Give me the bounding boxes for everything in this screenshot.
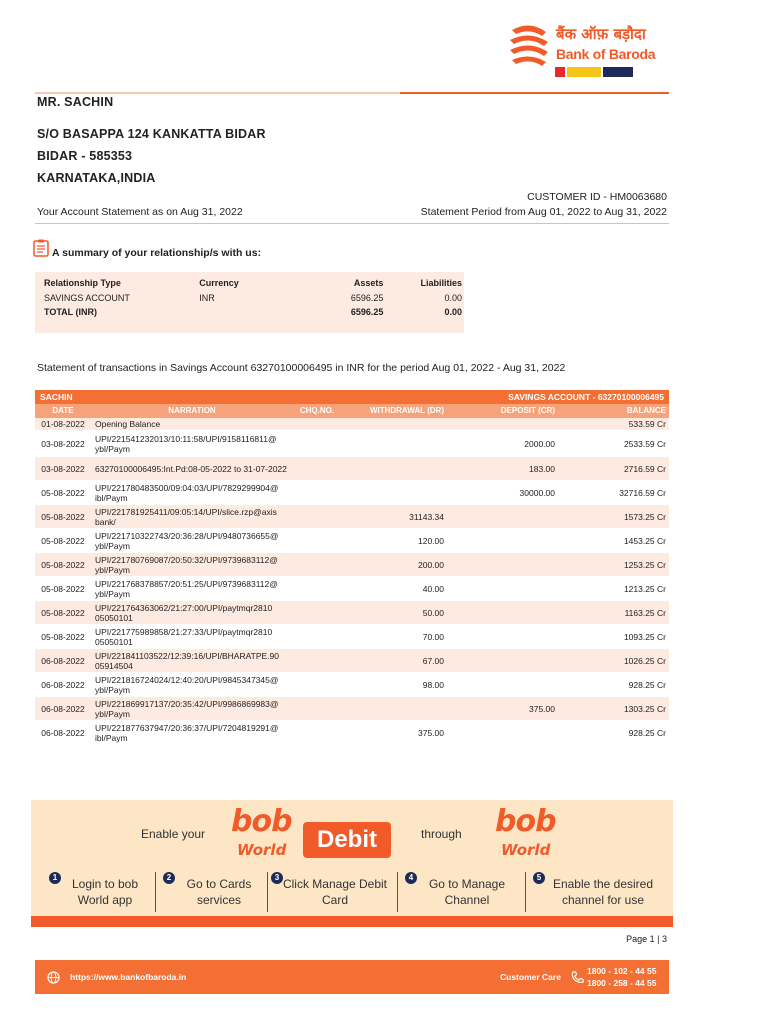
summary-row	[35, 291, 464, 306]
cell-withdrawal: 50.00	[422, 607, 444, 618]
cell-balance: 1163.25 Cr	[624, 607, 666, 618]
cell-balance: 1213.25 Cr	[623, 583, 666, 594]
step-number: 4	[405, 872, 417, 884]
summary-total-row	[35, 305, 464, 320]
cell-narration: UPI/221869917137/20:35:42/UPI/9986869983@ ybl/Paym	[95, 698, 279, 719]
customer-care-label: Customer Care	[500, 972, 561, 982]
cell-withdrawal: 31143.34	[409, 511, 444, 522]
step-text: Login to bob World app	[71, 877, 139, 907]
step-text: Enable the desired channel for use	[552, 877, 654, 907]
table-row	[35, 481, 669, 505]
cell-balance: 1453.25 Cr	[623, 535, 666, 546]
table-row	[35, 457, 669, 481]
column-header-date: DATE	[52, 406, 74, 415]
table-row	[35, 505, 669, 529]
cell-balance: 928.25 Cr	[628, 727, 666, 738]
summary-header-row	[35, 276, 464, 291]
banner-debit-badge: Debit	[303, 822, 391, 858]
cell-narration: UPI/221780769087/20:50:32/UPI/9739683112@ ybl/Paym	[95, 554, 278, 575]
account-holder: SACHIN	[40, 392, 73, 402]
banner-bob-logo-2: bob	[495, 804, 556, 839]
table-row	[35, 553, 669, 577]
cell-withdrawal: 120.00	[418, 535, 444, 546]
transactions-table	[35, 390, 669, 745]
step-number: 5	[533, 872, 545, 884]
summary-cell: 0.00	[444, 307, 462, 318]
relationship-summary-table	[35, 272, 464, 333]
column-header-chq: CHQ.NO.	[299, 406, 335, 415]
address-line-3: KARNATAKA,INDIA	[37, 171, 156, 185]
cell-date: 05-08-2022	[41, 487, 85, 498]
banner-step-5	[536, 873, 665, 908]
phone-icon	[570, 970, 585, 985]
step-text: Go to Manage Channel	[428, 877, 506, 907]
cell-withdrawal: 67.00	[422, 655, 444, 666]
cell-date: 06-08-2022	[41, 703, 85, 714]
customer-id: CUSTOMER ID - HM0063680	[527, 191, 667, 203]
summary-cell: TOTAL (INR)	[44, 307, 97, 318]
cell-narration: UPI/221780483500/09:04:03/UPI/7829299904@ ibl/Paym	[95, 482, 279, 503]
bob-logo-icon	[508, 22, 552, 68]
transactions-title-bar	[35, 390, 669, 404]
cell-narration: UPI/221541232013/10:11:58/UPI/9158116811@ ybl/Paym	[95, 433, 277, 454]
banner-through-text: through	[421, 827, 462, 841]
cell-narration: UPI/221781925411/09:05:14/UPI/slice.rzp@axis bank/	[95, 506, 277, 527]
summary-cell: 0.00	[444, 292, 462, 303]
cell-balance: 2716.59 Cr	[623, 463, 666, 474]
table-row	[35, 697, 669, 721]
address-line-2: BIDAR - 585353	[37, 149, 133, 163]
cell-date: 06-08-2022	[41, 679, 85, 690]
cell-deposit: 183.00	[529, 463, 555, 474]
cell-withdrawal: 98.00	[422, 679, 444, 690]
cell-withdrawal: 40.00	[422, 583, 444, 594]
cell-date: 03-08-2022	[41, 463, 85, 474]
cell-date: 01-08-2022	[41, 419, 85, 429]
cell-narration: 63270100006495:Int.Pd:08-05-2022 to 31-07-2022	[95, 463, 287, 474]
statement-period: Statement Period from Aug 01, 2022 to Aug 31, 2022	[420, 206, 667, 218]
table-row	[35, 673, 669, 697]
summary-header-cell: Liabilities	[420, 278, 462, 289]
summary-cell: INR	[199, 292, 215, 303]
customer-name: MR. SACHIN	[37, 95, 114, 109]
column-header-withdrawal: WITHDRAWAL (DR)	[369, 406, 444, 415]
cell-balance: 1253.25 Cr	[623, 559, 666, 570]
banner-world-text: World	[237, 841, 287, 859]
cell-narration: UPI/221710322743/20:36:28/UPI/9480736655@ ybl/Paym	[95, 530, 279, 551]
summary-title: A summary of your relationship/s with us:	[52, 247, 262, 259]
cell-deposit: 2000.00	[524, 438, 555, 449]
footer-bar	[35, 960, 669, 994]
cell-narration: UPI/221816724024/12:40:20/UPI/9845347345@ ybl/Paym	[95, 674, 279, 695]
step-text: Click Manage Debit Card	[282, 877, 388, 907]
step-separator	[267, 872, 268, 912]
cell-withdrawal: 375.00	[418, 727, 444, 738]
banner-step-1	[52, 873, 153, 908]
column-header-narration: NARRATION	[168, 406, 216, 415]
cell-balance: 1303.25 Cr	[623, 703, 666, 714]
website-link[interactable]: https://www.bankofbaroda.in	[70, 972, 187, 982]
account-label: SAVINGS ACCOUNT - 63270100006495	[508, 392, 664, 402]
banner-world-text-2: World	[501, 841, 551, 859]
cell-narration: UPI/221764363062/21:27:00/UPI/paytmqr2810 05050101	[95, 602, 273, 623]
banner-step-4	[408, 873, 521, 908]
cell-date: 05-08-2022	[41, 607, 85, 618]
cell-date: 03-08-2022	[41, 438, 85, 449]
banner-bottom-strip	[31, 916, 673, 927]
step-separator	[525, 872, 526, 912]
cell-deposit: 30000.00	[519, 487, 555, 498]
section-divider	[35, 223, 669, 224]
bank-logo	[508, 22, 668, 82]
cell-balance: 1093.25 Cr	[623, 631, 666, 642]
banner-step-3	[274, 873, 391, 908]
cell-narration: UPI/221768378857/20:51:25/UPI/9739683112@ ybl/Paym	[95, 578, 278, 599]
step-separator	[397, 872, 398, 912]
column-header-deposit: DEPOSIT (CR)	[500, 406, 555, 415]
logo-brand-strip	[555, 67, 645, 77]
cell-balance: 928.25 Cr	[628, 679, 666, 690]
step-number: 3	[271, 872, 283, 884]
cell-withdrawal: 200.00	[418, 559, 444, 570]
summary-cell: 6596.25	[350, 292, 384, 303]
customer-care-number-2[interactable]: 1800 - 258 - 44 55	[587, 978, 657, 988]
bank-name-english: Bank of Baroda	[556, 46, 656, 62]
bob-world-debit-banner	[31, 800, 673, 927]
table-row	[35, 625, 669, 649]
cell-deposit: 375.00	[529, 703, 555, 714]
cell-withdrawal: 70.00	[422, 631, 444, 642]
cell-date: 05-08-2022	[41, 631, 85, 642]
summary-header-cell: Currency	[199, 278, 239, 289]
cell-date: 06-08-2022	[41, 655, 85, 666]
cell-narration: UPI/221877637947/20:36:37/UPI/7204819291@ ibl/Paym	[95, 722, 279, 743]
summary-cell	[197, 305, 283, 320]
table-row	[35, 529, 669, 553]
table-row	[35, 721, 669, 745]
cell-balance: 533.59 Cr	[628, 419, 666, 429]
column-header-balance: BALANCE	[626, 406, 666, 415]
cell-date: 05-08-2022	[41, 559, 85, 570]
cell-balance: 1573.25 Cr	[623, 511, 666, 522]
summary-header-cell: Assets	[353, 278, 384, 289]
step-text: Go to Cards services	[186, 877, 252, 907]
cell-date: 05-08-2022	[41, 511, 85, 522]
table-row	[35, 577, 669, 601]
summary-cell: SAVINGS ACCOUNT	[44, 292, 130, 303]
customer-care-number-1[interactable]: 1800 - 102 - 44 55	[587, 966, 657, 976]
globe-icon	[47, 971, 60, 984]
transactions-intro: Statement of transactions in Savings Account 63270100006495 in INR for the period Aug 01, 2022 - Aug 31, 2022	[37, 362, 566, 374]
cell-balance: 2533.59 Cr	[623, 438, 666, 449]
page-number: Page 1 | 3	[626, 934, 667, 944]
cell-narration: UPI/221775989858/21:27:33/UPI/paytmqr2810 05050101	[95, 626, 273, 647]
header-divider-accent	[400, 92, 669, 94]
clipboard-icon	[33, 239, 49, 257]
step-separator	[155, 872, 156, 912]
cell-date: 05-08-2022	[41, 583, 85, 594]
address-line-1: S/O BASAPPA 124 KANKATTA BIDAR	[37, 127, 266, 141]
cell-narration: Opening Balance	[95, 419, 161, 429]
transactions-header-row	[35, 404, 669, 418]
transactions-body	[35, 418, 669, 745]
step-number: 2	[163, 872, 175, 884]
table-row	[35, 431, 669, 457]
banner-enable-text: Enable your	[141, 827, 206, 841]
cell-date: 05-08-2022	[41, 535, 85, 546]
banner-step-2	[166, 873, 267, 908]
table-row	[35, 649, 669, 673]
cell-balance: 1026.25 Cr	[623, 655, 666, 666]
statement-as-on: Your Account Statement as on Aug 31, 2022	[37, 206, 243, 218]
summary-header-cell: Relationship Type	[44, 278, 121, 289]
bank-name-hindi: बैंक ऑफ़ बड़ौदा	[556, 25, 646, 43]
table-row	[35, 418, 669, 431]
cell-date: 06-08-2022	[41, 727, 85, 738]
table-row	[35, 601, 669, 625]
banner-bob-logo: bob	[231, 804, 292, 839]
cell-narration: UPI/221841103522/12:39:16/UPI/BHARATPE.90 05914504	[95, 650, 279, 671]
cell-balance: 32716.59 Cr	[619, 487, 666, 498]
summary-cell: 6596.25	[350, 307, 384, 318]
step-number: 1	[49, 872, 61, 884]
